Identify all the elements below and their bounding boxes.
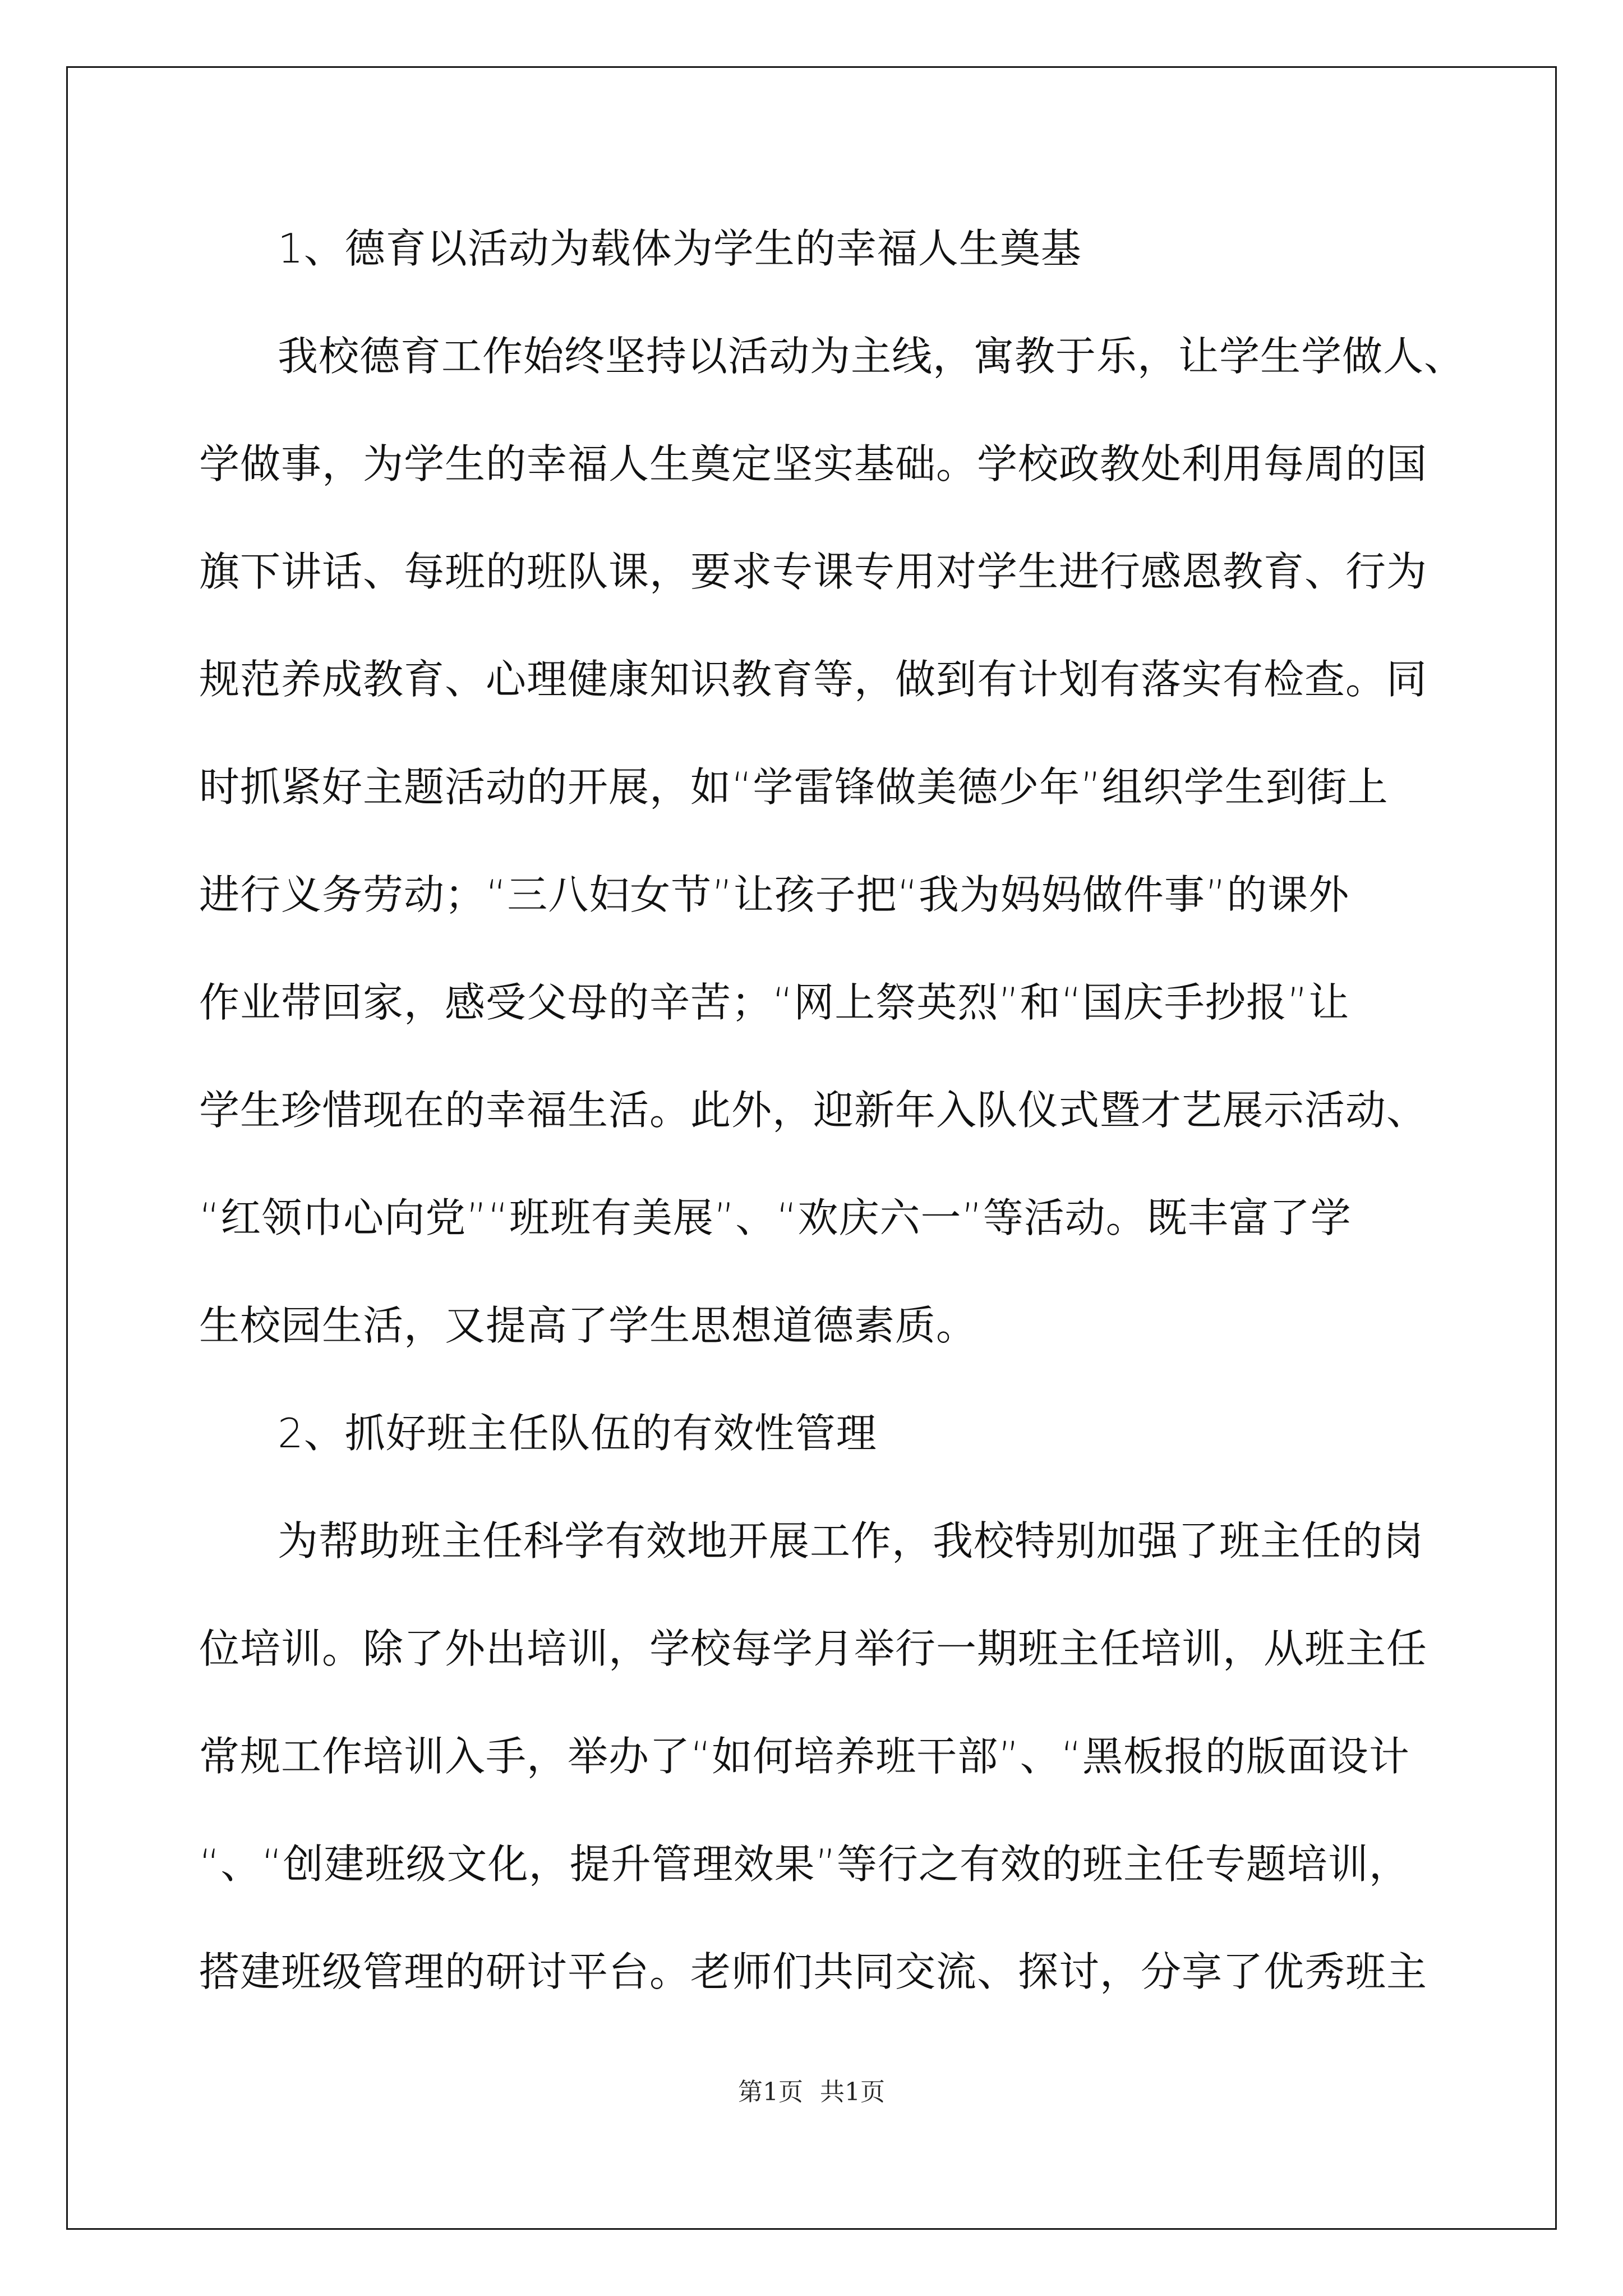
paragraph-line: 常规工作培训入手，举办了“如何培养班干部”、“黑板报的版面设计: [199, 1733, 1410, 1780]
paragraph-line: 搭建班级管理的研讨平台。老师们共同交流、探讨，分享了优秀班主: [199, 1948, 1428, 1995]
heading-2: 2、抓好班主任队伍的有效性管理: [278, 1410, 877, 1457]
paragraph-line: 学做事，为学生的幸福人生奠定坚实基础。学校政教处利用每周的国: [199, 440, 1428, 487]
page-number: 第1页: [738, 2078, 803, 2106]
page-total: 共1页: [820, 2078, 885, 2106]
paragraph-line: 为帮助班主任科学有效地开展工作，我校特别加强了班主任的岗: [278, 1517, 1424, 1565]
paragraph-line: 学生珍惜现在的幸福生活。此外，迎新年入队仪式暨才艺展示活动、: [199, 1087, 1428, 1134]
page-border: [66, 66, 1557, 2230]
paragraph-line: 生校园生活，又提高了学生思想道德素质。: [199, 1302, 978, 1349]
page-footer: [0, 2076, 1623, 2109]
paragraph-line: 规范养成教育、心理健康知识教育等，做到有计划有落实有检查。同: [199, 656, 1428, 703]
paragraph-line: “红领巾心向党”“班班有美展”、“欢庆六一”等活动。既丰富了学: [199, 1194, 1352, 1241]
heading-1: 1、德育以活动为载体为学生的幸福人生奠基: [278, 225, 1082, 272]
paragraph-line: 我校德育工作始终坚持以活动为主线，寓教于乐，让学生学做人、: [278, 333, 1465, 380]
paragraph-line: 旗下讲话、每班的班队课，要求专课专用对学生进行感恩教育、行为: [199, 548, 1428, 595]
paragraph-line: “、“创建班级文化，提升管理效果”等行之有效的班主任专题培训，: [199, 1841, 1410, 1888]
paragraph-line: 作业带回家，感受父母的辛苦；“网上祭英烈”和“国庆手抄报”让: [199, 979, 1350, 1026]
paragraph-line: 进行义务劳动；“三八妇女节”让孩子把“我为妈妈做件事”的课外: [199, 871, 1350, 918]
paragraph-line: 位培训。除了外出培训，学校每学月举行一期班主任培训，从班主任: [199, 1625, 1428, 1672]
paragraph-line: 时抓紧好主题活动的开展，如“学雷锋做美德少年”组织学生到街上: [199, 763, 1389, 811]
